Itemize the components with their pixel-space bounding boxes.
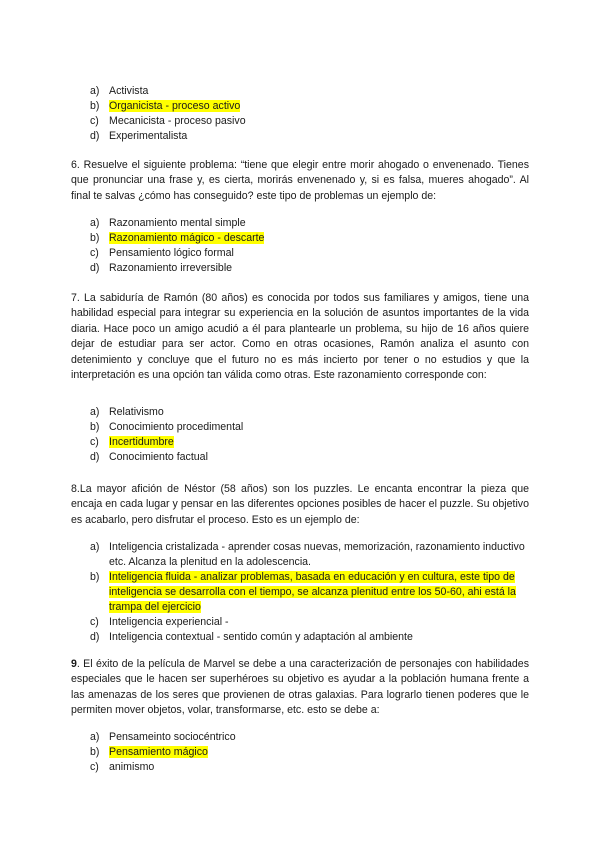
option-letter: b) [90, 571, 100, 583]
option-d [90, 129, 530, 144]
options-list-q9 [90, 730, 530, 775]
option-b [90, 570, 530, 615]
option-letter: a) [90, 217, 100, 229]
option-a [90, 730, 530, 745]
option-c [90, 435, 530, 450]
question-8-text: 8.La mayor afición de Néstor (58 años) son los puzzles. Le encanta encontrar la pieza que encaja en cada lugar y pensar en las diferentes opciones posibles de hacer el puzzle. Su objetivo es acabarlo, pero disfrutar el proceso. Esto es un ejemplo de: [71, 483, 529, 526]
option-letter: c) [90, 761, 99, 773]
option-text: Pensameinto sociocéntrico [109, 731, 236, 743]
question-6-text: 6. Resuelve el siguiente problema: “tiene que elegir entre morir ahogado o envenenado. Tienes que pronunciar una frase y, es cierta, morirás envenenado y, si es falsa, mueres ahogado”. Al final te salvas ¿cómo has conseguido? este tipo de problemas un ejemplo de: [71, 159, 529, 202]
option-text-highlighted: Organicista - proceso activo [109, 100, 241, 112]
options-list-q6 [90, 216, 530, 276]
option-b [90, 231, 530, 246]
options-list-q7 [90, 405, 530, 465]
question-body: . El éxito de la película de Marvel se debe a una caracterización de personajes con habilidades especiales que le hacen ser superhéroes su objetivo es ayudar a la población humana frente a las amenazas de los seres que provienen de otras galaxias. Para lograrlo tienen poderes que le permiten mover objetos, volar, transformarse, etc. esto se debe a: [71, 658, 529, 717]
option-text-highlighted: Incertidumbre [109, 436, 174, 448]
option-letter: d) [90, 130, 100, 142]
option-letter: b) [90, 100, 100, 112]
option-a [90, 84, 530, 99]
option-letter: d) [90, 262, 100, 274]
option-b [90, 99, 530, 114]
option-letter: d) [90, 631, 100, 643]
option-d [90, 630, 530, 645]
option-letter: b) [90, 421, 100, 433]
option-text: Activista [109, 85, 149, 97]
option-letter: a) [90, 541, 100, 553]
option-letter: d) [90, 451, 100, 463]
option-b [90, 420, 530, 435]
option-d [90, 261, 530, 276]
option-d [90, 450, 530, 465]
option-c [90, 246, 530, 261]
option-text: Relativismo [109, 406, 164, 418]
option-letter: a) [90, 731, 100, 743]
option-letter: c) [90, 115, 99, 127]
option-text: Inteligencia experiencial - [109, 616, 229, 628]
option-a [90, 405, 530, 420]
option-letter: b) [90, 746, 100, 758]
option-text: Experimentalista [109, 130, 188, 142]
option-a [90, 216, 530, 231]
option-a [90, 540, 530, 570]
option-text: Inteligencia contextual - sentido común y adaptación al ambiente [109, 631, 413, 643]
question-9-text [71, 657, 529, 719]
option-text: Inteligencia cristalizada - aprender cosas nuevas, memorización, razonamiento inductivo etc. Alcanza la plenitud en la adolescencia. [109, 541, 525, 568]
option-letter: a) [90, 85, 100, 97]
option-text: Razonamiento mental simple [109, 217, 246, 229]
option-text: Mecanicista - proceso pasivo [109, 115, 246, 127]
option-text-highlighted: Razonamiento mágico - descarte [109, 232, 265, 244]
option-text: Pensamiento lógico formal [109, 247, 234, 259]
options-list-q8 [90, 540, 530, 645]
option-letter: c) [90, 247, 99, 259]
options-list-prev [90, 84, 530, 144]
option-c [90, 114, 530, 129]
option-text: animismo [109, 761, 155, 773]
option-letter: b) [90, 232, 100, 244]
option-text-highlighted: Inteligencia fluida - analizar problemas, basada en educación y en cultura, este tipo de inteligencia se desarrolla con el tiempo, se alcanza plenitud entre los 50-60, ahi está la trampa del ejercicio [109, 571, 516, 613]
option-letter: c) [90, 436, 99, 448]
question-number: 9 [71, 658, 77, 670]
question-7-text: 7. La sabiduría de Ramón (80 años) es conocida por todos sus familiares y amigos, tiene una habilidad especial para integrar su experiencia en la solución de asuntos importantes de la vida diaria. Hace poco un amigo acudió a él para plantearle un problema, su hijo de 16 años quiere dejar de estudiar para ser actor. Como en otras ocasiones, Ramón analiza el asunto con detenimiento y concluye que el futuro no es más incierto por tener o no estudios y que la interpretación es una opción tan válida como otras. Este razonamiento corresponde con: [71, 292, 529, 382]
option-b [90, 745, 530, 760]
option-letter: a) [90, 406, 100, 418]
option-text: Conocimiento procedimental [109, 421, 244, 433]
option-text: Conocimiento factual [109, 451, 208, 463]
option-c [90, 760, 530, 775]
option-text-highlighted: Pensamiento mágico [109, 746, 208, 758]
option-letter: c) [90, 616, 99, 628]
option-text: Razonamiento irreversible [109, 262, 233, 274]
option-c [90, 615, 530, 630]
